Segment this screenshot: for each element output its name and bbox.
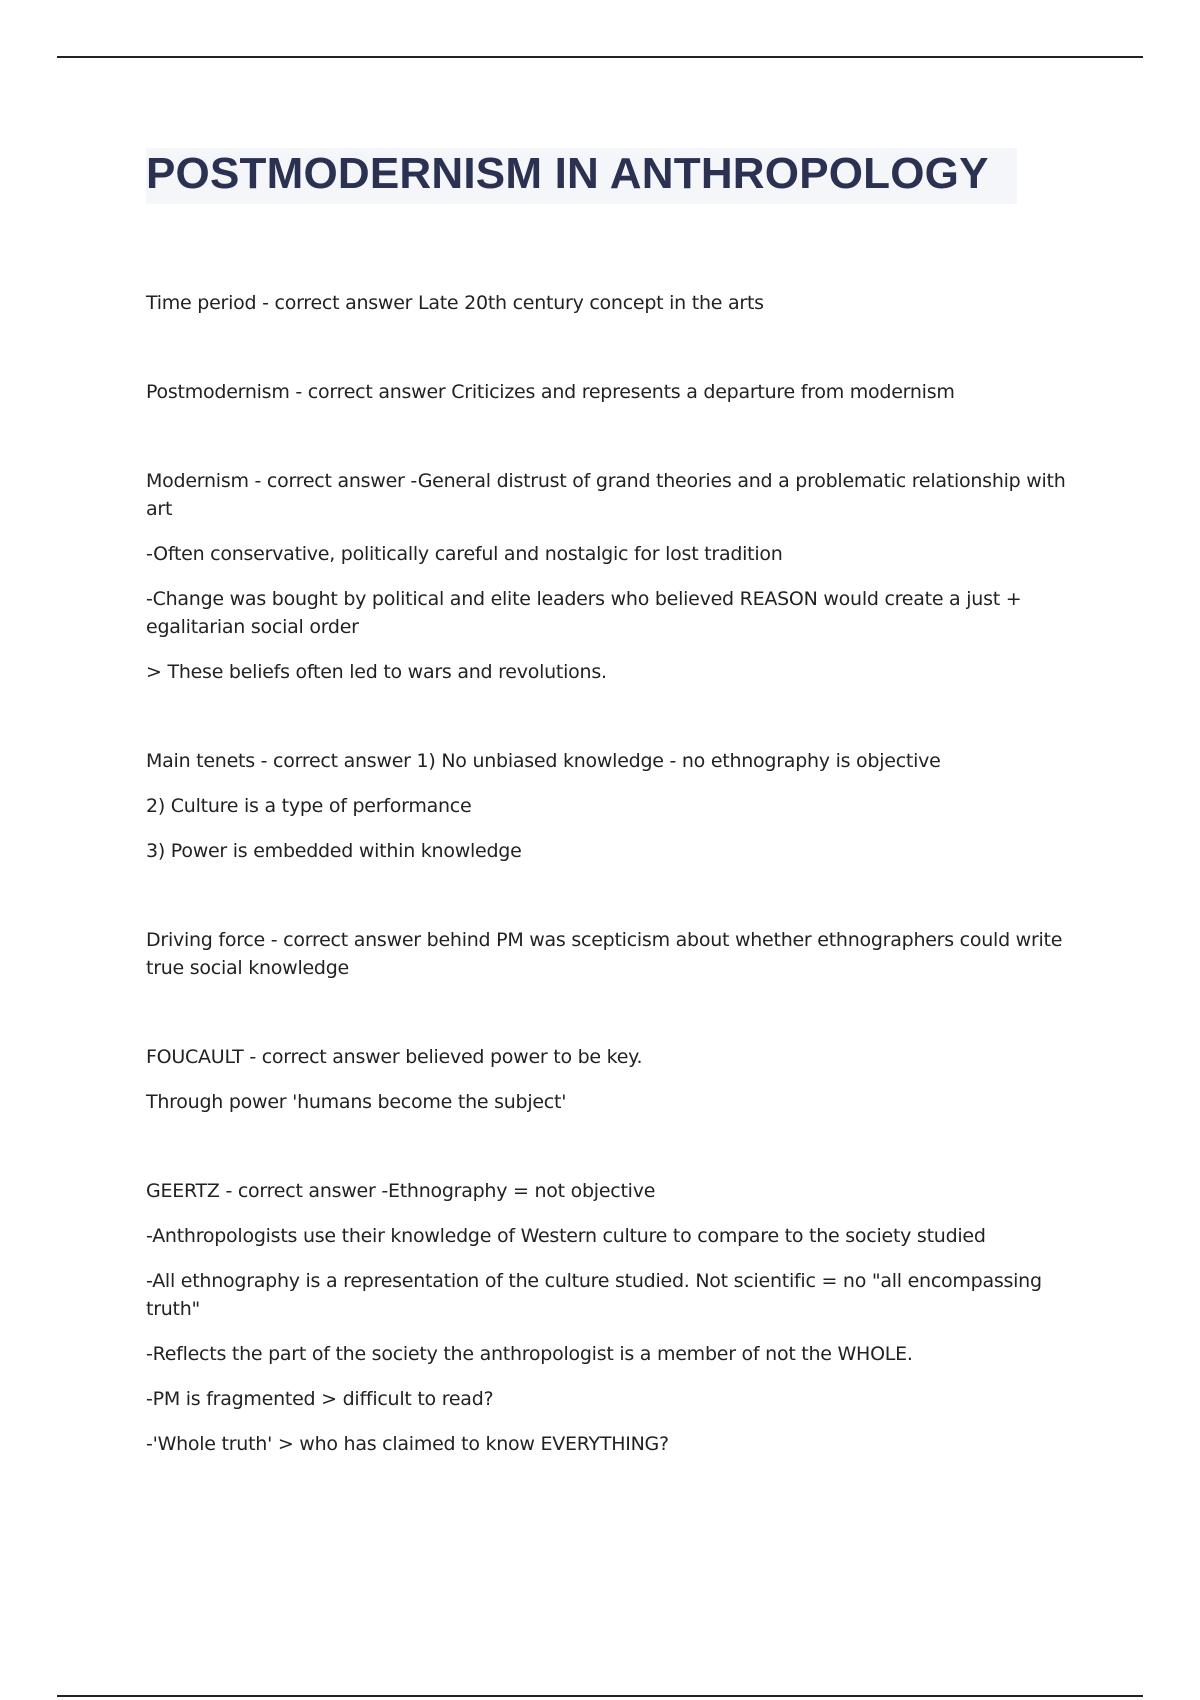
entry-line: Main tenets - correct answer 1) No unbiased knowledge - no ethnography is objective	[146, 750, 941, 772]
entry-time-period	[146, 289, 1086, 317]
entry-driving-force	[146, 926, 1086, 982]
entry-line: -Reflects the part of the society the anthropologist is a member of not the WHOLE.	[146, 1343, 913, 1365]
entry-line: Driving force - correct answer behind PM was scepticism about whether ethnographers could write true social knowledge	[146, 929, 1063, 979]
entry-line: > These beliefs often led to wars and revolutions.	[146, 661, 607, 683]
entry-line: 2) Culture is a type of performance	[146, 795, 472, 817]
document-title: POSTMODERNISM IN ANTHROPOLOGY	[146, 149, 989, 198]
page-content	[146, 148, 1086, 1519]
entry-line: 3) Power is embedded within knowledge	[146, 840, 522, 862]
bottom-rule	[57, 1695, 1143, 1697]
entry-line: Modernism - correct answer -General distrust of grand theories and a problematic relationship with art	[146, 470, 1066, 520]
entry-line: -Often conservative, politically careful and nostalgic for lost tradition	[146, 543, 783, 565]
entry-main-tenets	[146, 747, 1086, 865]
entry-line: -All ethnography is a representation of the culture studied. Not scientific = no "all encompassing truth"	[146, 1270, 1042, 1320]
top-rule	[57, 56, 1143, 58]
entry-modernism	[146, 467, 1086, 686]
entry-geertz	[146, 1177, 1086, 1458]
entry-line: GEERTZ - correct answer -Ethnography = not objective	[146, 1180, 656, 1202]
entry-postmodernism	[146, 378, 1086, 406]
entry-line: FOUCAULT - correct answer believed power to be key.	[146, 1046, 643, 1068]
entry-line: -Anthropologists use their knowledge of Western culture to compare to the society studied	[146, 1225, 986, 1247]
entry-line: -Change was bought by political and elite leaders who believed REASON would create a just + egalitarian social order	[146, 588, 1022, 638]
entry-line: Through power 'humans become the subject'	[146, 1091, 567, 1113]
entry-line: -PM is fragmented > difficult to read?	[146, 1388, 494, 1410]
entry-line: Postmodernism - correct answer Criticizes and represents a departure from modernism	[146, 381, 955, 403]
entries-list	[146, 289, 1086, 1458]
title-highlight	[146, 148, 1017, 204]
entry-line: -'Whole truth' > who has claimed to know EVERYTHING?	[146, 1433, 669, 1455]
entry-foucault	[146, 1043, 1086, 1116]
entry-line: Time period - correct answer Late 20th century concept in the arts	[146, 292, 764, 314]
